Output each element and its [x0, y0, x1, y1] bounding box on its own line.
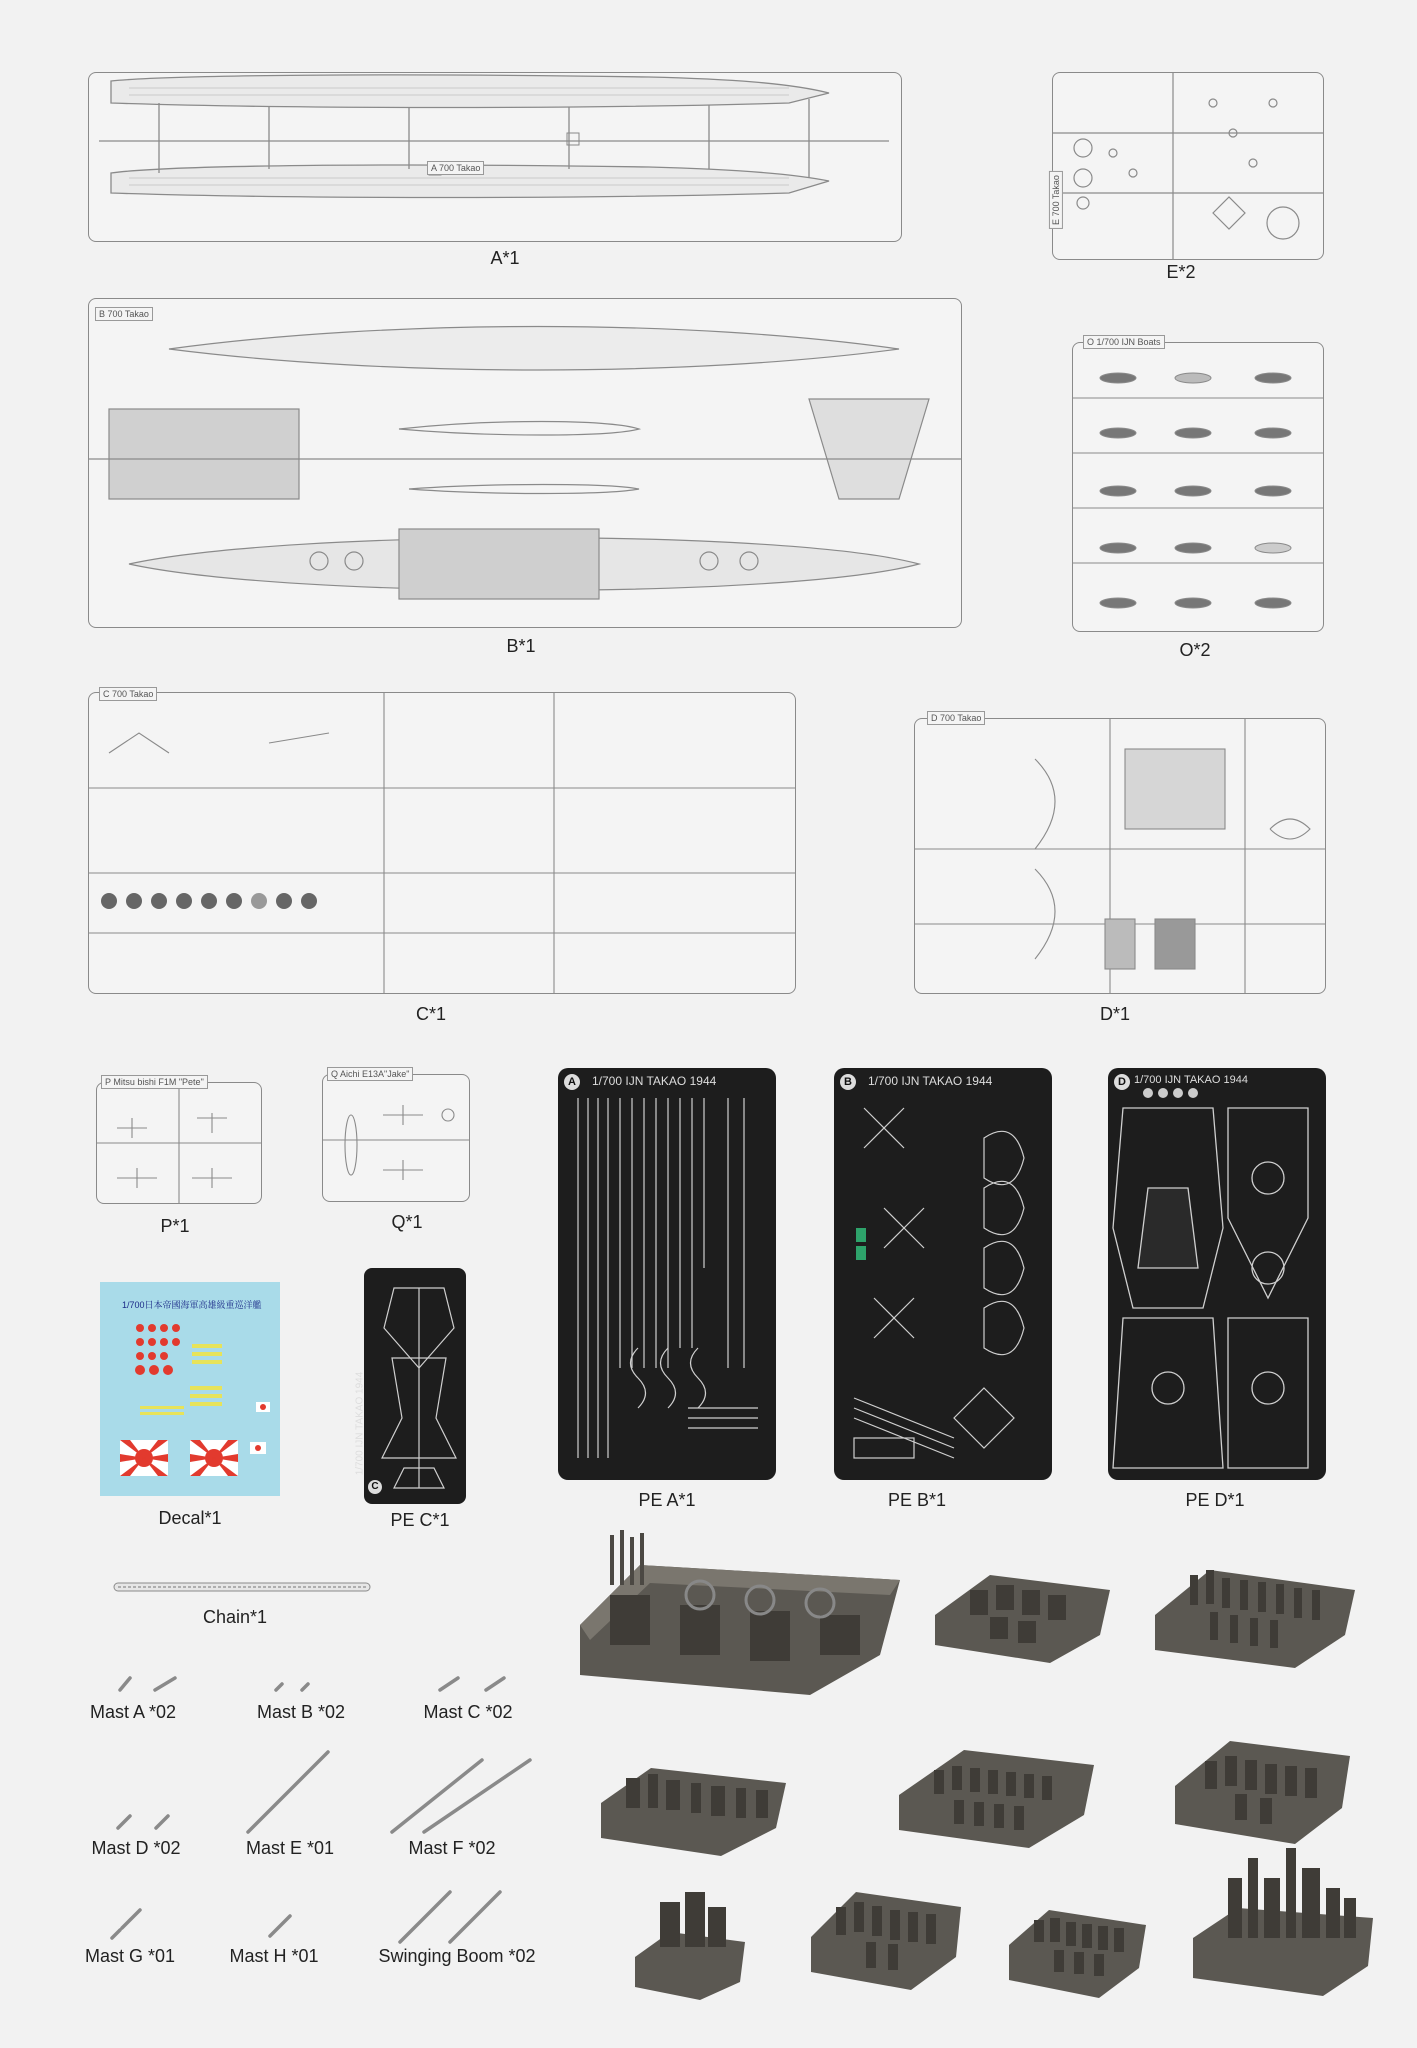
pe-b-caption: PE B*1 — [887, 1490, 947, 1510]
printed-part-7 — [630, 1872, 750, 2002]
sprue-b-tag: B 700 Takao — [95, 307, 153, 321]
sprue-b-caption: B*1 — [506, 636, 536, 656]
printed-part-10-shape — [1188, 1838, 1380, 1998]
printed-part-6 — [1170, 1716, 1356, 1846]
sprue-p-caption: P*1 — [160, 1216, 190, 1236]
sprue-d — [914, 713, 1326, 994]
chain-links — [114, 1581, 370, 1593]
printed-part-8-shape — [806, 1862, 966, 1992]
printed-part-8 — [806, 1862, 966, 1992]
sprue-q — [322, 1069, 470, 1202]
printed-part-9-shape — [1004, 1880, 1150, 2000]
printed-part-1 — [570, 1525, 908, 1700]
sprue-q-parts — [323, 1075, 469, 1201]
chain-caption: Chain*1 — [202, 1607, 268, 1627]
printed-part-3 — [1150, 1540, 1360, 1670]
sprue-o-parts — [1073, 343, 1323, 631]
printed-part-5 — [894, 1720, 1100, 1850]
printed-part-3-shape — [1150, 1540, 1360, 1670]
pe-a-title: 1/700 IJN TAKAO 1944 — [592, 1074, 717, 1088]
decal-markings — [100, 1282, 280, 1496]
pe-c-parts — [364, 1268, 466, 1504]
sprue-q-caption: Q*1 — [391, 1212, 423, 1232]
pe-d-title: 1/700 IJN TAKAO 1944 — [1134, 1074, 1248, 1086]
sprue-e-tag: E 700 Takao — [1049, 171, 1063, 229]
mast-a-caption: Mast A *02 — [89, 1702, 177, 1722]
printed-part-1-shape — [570, 1525, 908, 1700]
mast-e-caption: Mast E *01 — [245, 1838, 335, 1858]
pe-c-title: 1/700 IJN TAKAO 1944 — [354, 1371, 366, 1476]
pe-fret-d — [1108, 1068, 1326, 1480]
pe-fret-b — [834, 1068, 1052, 1480]
printed-part-2-shape — [930, 1545, 1116, 1665]
mast-c-caption: Mast C *02 — [423, 1702, 513, 1722]
sprue-b — [88, 298, 962, 628]
sprue-o — [1072, 337, 1324, 632]
sprue-c-tag: C 700 Takao — [99, 687, 157, 701]
sprue-o-tag: O 1/700 IJN Boats — [1083, 335, 1165, 349]
mast-g-caption: Mast G *01 — [84, 1946, 176, 1966]
mast-h-caption: Mast H *01 — [229, 1946, 319, 1966]
sprue-d-caption: D*1 — [1099, 1004, 1130, 1024]
sprue-q-tag: Q Aichi E13A"Jake" — [327, 1067, 413, 1081]
printed-part-5-shape — [894, 1720, 1100, 1850]
chain — [114, 1580, 370, 1592]
pe-d-caption: PE D*1 — [1185, 1490, 1245, 1510]
pe-c-caption: PE C*1 — [390, 1510, 450, 1530]
sprue-a — [88, 72, 902, 242]
decal-caption: Decal*1 — [158, 1508, 222, 1528]
sprue-p — [96, 1077, 262, 1204]
sprue-b-parts — [89, 299, 961, 627]
pe-a-parts — [558, 1068, 776, 1480]
pe-d-parts — [1108, 1068, 1326, 1480]
pe-b-title: 1/700 IJN TAKAO 1944 — [868, 1074, 993, 1088]
mast-d-caption: Mast D *02 — [91, 1838, 181, 1858]
sprue-c-parts — [89, 693, 795, 993]
printed-part-2 — [930, 1545, 1116, 1665]
sprue-d-parts — [915, 719, 1325, 993]
printed-part-10 — [1188, 1838, 1380, 1998]
printed-part-7-shape — [630, 1872, 750, 2002]
decal-title: 1/700日本帝國海軍高雄級重巡洋艦 — [122, 1300, 262, 1310]
sprue-o-caption: O*2 — [1179, 640, 1211, 660]
pe-fret-c — [354, 1268, 466, 1504]
sprue-p-tag: P Mitsu bishi F1M "Pete" — [101, 1075, 208, 1089]
mast-f-caption: Mast F *02 — [408, 1838, 496, 1858]
pe-a-badge: A — [564, 1074, 580, 1090]
decal-sheet — [100, 1282, 280, 1496]
pe-c-badge: C — [368, 1480, 382, 1494]
sprue-a-caption: A*1 — [490, 248, 520, 268]
pe-b-badge: B — [840, 1074, 856, 1090]
pe-a-caption: PE A*1 — [638, 1490, 696, 1510]
sprue-d-tag: D 700 Takao — [927, 711, 985, 725]
pe-b-parts — [834, 1068, 1052, 1480]
printed-part-9 — [1004, 1880, 1150, 2000]
sprue-e-caption: E*2 — [1166, 262, 1196, 282]
swinging-boom-caption: Swinging Boom *02 — [378, 1946, 536, 1966]
sprue-a-tag: A 700 Takao — [427, 161, 484, 175]
printed-part-4 — [596, 1738, 792, 1858]
printed-part-6-shape — [1170, 1716, 1356, 1846]
sprue-e-parts — [1053, 73, 1323, 259]
sprue-c-caption: C*1 — [415, 1004, 446, 1024]
printed-part-4-shape — [596, 1738, 792, 1858]
pe-d-badge: D — [1114, 1074, 1130, 1090]
pe-fret-a — [558, 1068, 776, 1480]
mast-b-caption: Mast B *02 — [256, 1702, 346, 1722]
sprue-p-parts — [97, 1083, 261, 1203]
sprue-a-parts — [89, 73, 901, 241]
sprue-e — [1052, 72, 1324, 260]
sprue-c — [88, 689, 796, 994]
